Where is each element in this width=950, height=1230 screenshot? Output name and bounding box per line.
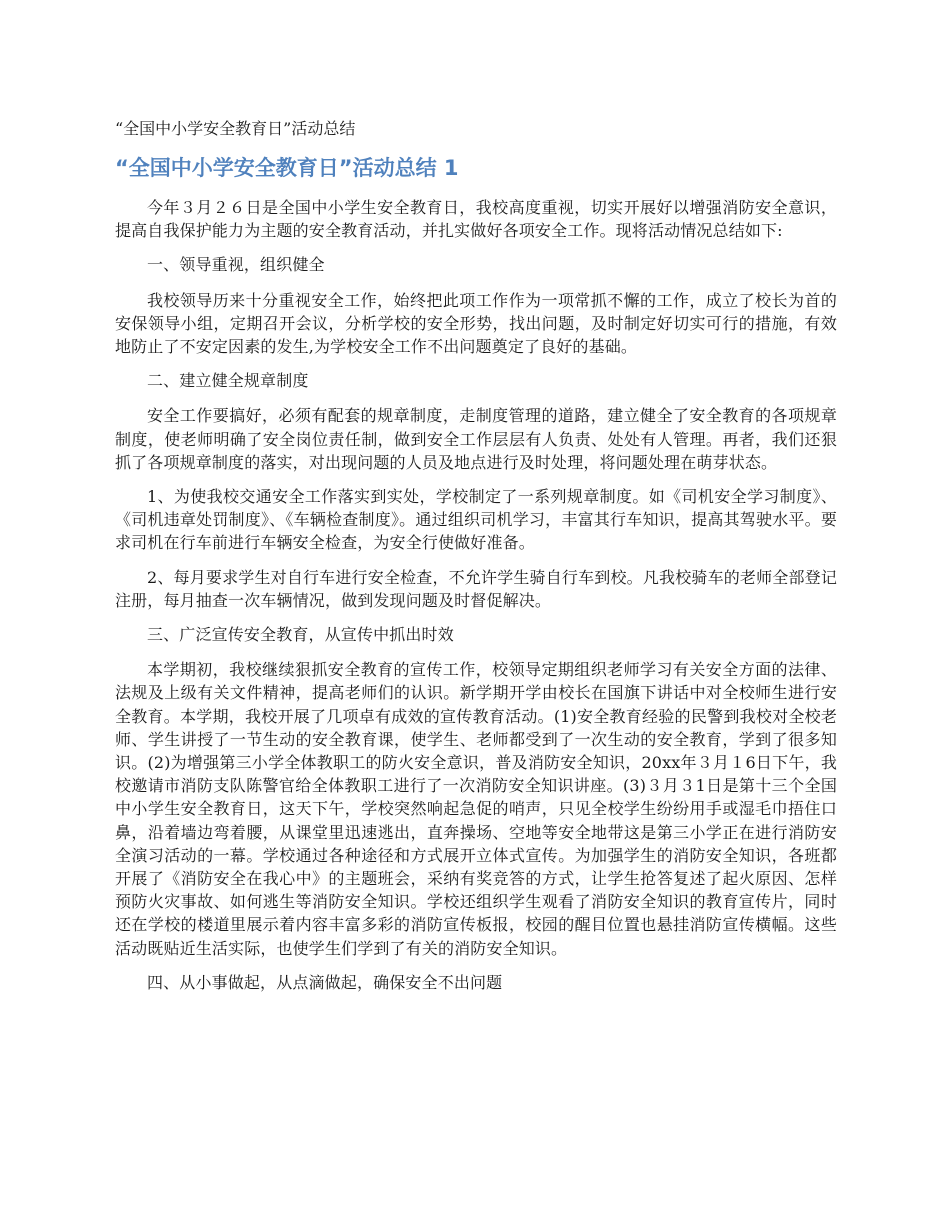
section-heading-1: 一、领导重视，组织健全: [147, 255, 325, 275]
section-heading-2: 二、建立健全规章制度: [147, 371, 309, 391]
paragraph-leadership: 我校领导历来十分重视安全工作，始终把此项工作作为一项常抓不懈的工作，成立了校长为首的安保领导小组，定期召开会议，分析学校的安全形势，找出问题，及时制定好切实可行的措施，有效地防止了不安定因素的发生,为学校安全工作不出问题奠定了良好的基础。: [115, 290, 837, 357]
document-page: [115, 118, 837, 1006]
paragraph-intro: 今年３月２６日是全国中小学生安全教育日，我校高度重视，切实开展好以增强消防安全意识，提高自我保护能力为主题的安全教育活动，并扎实做好各项安全工作。现将活动情况总结如下:: [115, 198, 837, 241]
document-heading: “全国中小学安全教育日”活动总结 1: [115, 156, 459, 180]
paragraph-bicycle-check: 2、每月要求学生对自行车进行安全检查，不允许学生骑自行车到校。凡我校骑车的老师全部登记注册，每月抽查一次车辆情况，做到发现问题及时督促解决。: [115, 567, 837, 610]
paragraph-rules: 安全工作要搞好，必须有配套的规章制度，走制度管理的道路，建立健全了安全教育的各项规章制度，使老师明确了安全岗位责任制，做到安全工作层层有人负责、处处有人管理。再者，我们还狠抓了各项规章制度的落实，对出现问题的人员及地点进行及时处理，将问题处理在萌芽状态。: [115, 406, 837, 472]
document-title: “全国中小学安全教育日”活动总结: [115, 119, 356, 138]
section-heading-3: 三、广泛宣传安全教育，从宣传中抓出时效: [147, 625, 454, 645]
section-heading-4: 四、从小事做起，从点滴做起，确保安全不出问题: [147, 972, 503, 992]
paragraph-traffic-rules: 1、为使我校交通安全工作落实到实处，学校制定了一系列规章制度。如《司机安全学习制度》、《司机违章处罚制度》、《车辆检查制度》。通过组织司机学习，丰富其行车知识，提高其驾驶水平。要求司机在行车前进行车辆安全检查，为安全行使做好准备。: [115, 487, 837, 553]
paragraph-publicity: 本学期初，我校继续狠抓安全教育的宣传工作，校领导定期组织老师学习有关安全方面的法律、法规及上级有关文件精神，提高老师们的认识。新学期开学由校长在国旗下讲话中对全校师生进行安全教育。本学期，我校开展了几项卓有成效的宣传教育活动。(1)安全教育经验的民警到我校对全校老师、学生讲授了一节生动的安全教育课，使学生、老师都受到了一次生动的安全教育，学到了很多知识。(2)为增强第三小学全体教职工的防火安全意识，普及消防安全知识，20xx年３月１6日下午，我校邀请市消防支队陈警官给全体教职工进行了一次消防安全知识讲座。(3)３月３1日是第十三个全国中小学生安全教育日，这天下午，学校突然响起急促的哨声，只见全校学生纷纷用手或湿毛巾捂住口鼻，沿着墙边弯着腰，从课堂里迅速逃出，直奔操场、空地等安全地带这是第三小学正在进行消防安全演习活动的一幕。学校通过各种途径和方式展开立体式宣传。为加强学生的消防安全知识，各班都开展了《消防安全在我心中》的主题班会，采纳有奖竞答的方式，让学生抢答复述了起火原因、怎样预防火灾事故、如何逃生等消防安全知识。学校还组织学生观看了消防安全知识的教育宣传片，同时还在学校的楼道里展示着内容丰富多彩的消防宣传板报，校园的醒目位置也悬挂消防宣传横幅。这些活动既贴近生活实际，也使学生们学到了有关的消防安全知识。: [115, 660, 837, 958]
